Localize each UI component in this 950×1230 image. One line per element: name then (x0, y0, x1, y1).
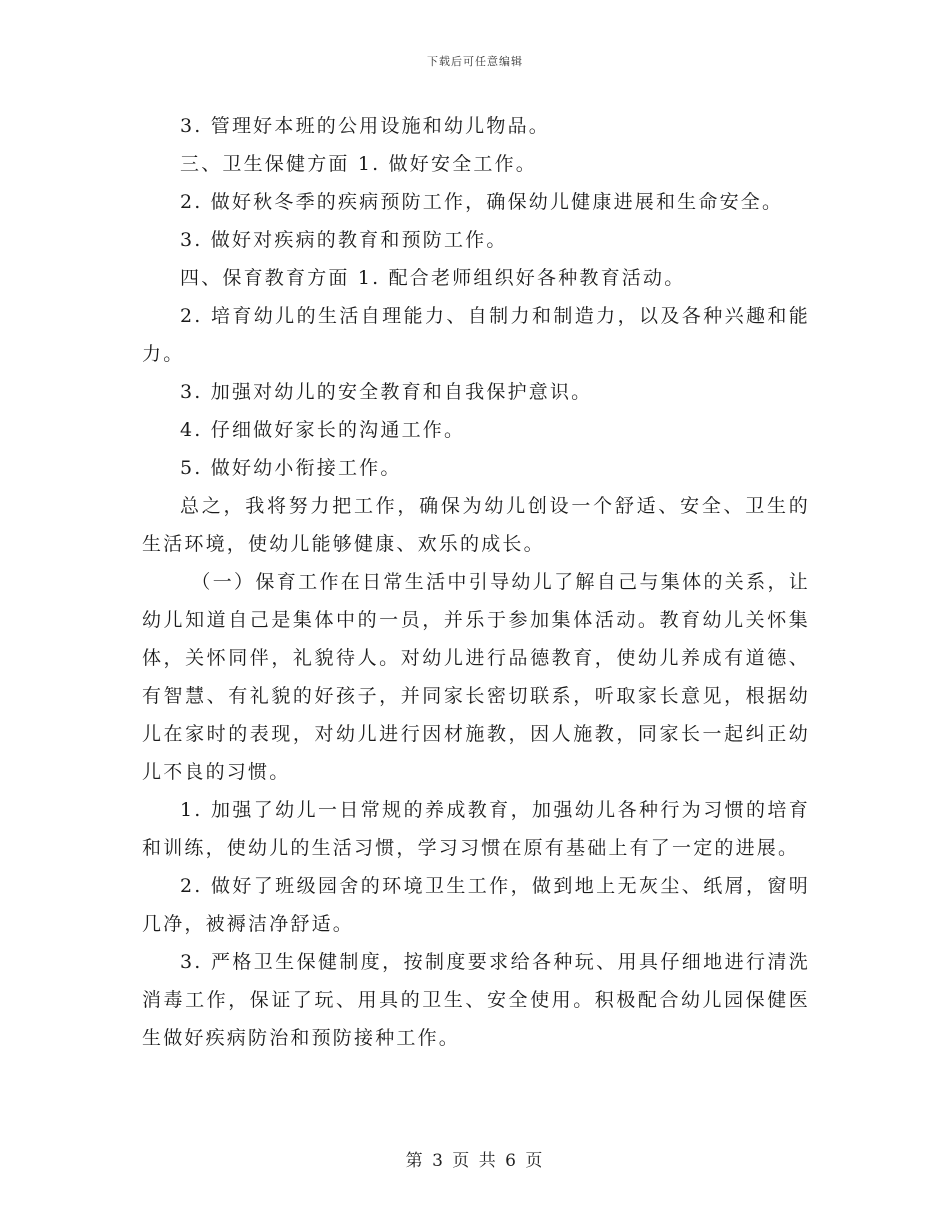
paragraph: 4. 仔细做好家长的沟通工作。 (180, 419, 466, 441)
paragraph: （一）保育工作在日常生活中引导幼儿了解自己与集体的关系，让幼儿知道自己是集体中的一员，并乐于参加集体活动。教育幼儿关怀集体，关怀同伴，礼貌待人。对幼儿进行品德教育，使幼儿养成有道德、有智慧、有礼貌的好孩子，并同家长密切联系，听取家长意见，根据幼儿在家时的表现，对幼儿进行因材施教，因人施教，同家长一起纠正幼儿不良的习惯。 (142, 571, 810, 783)
paragraph: 3. 做好对疾病的教育和预防工作。 (180, 229, 508, 251)
document-body (142, 107, 810, 1057)
paragraph: 2. 做好了班级园舍的环境卫生工作，做到地上无灰尘、纸屑，窗明几净，被褥洁净舒适。 (142, 875, 810, 935)
paragraph: 2. 做好秋冬季的疾病预防工作，确保幼儿健康进展和生命安全。 (180, 191, 784, 213)
page-header: 下载后可任意编辑 (427, 55, 523, 68)
paragraph: 2. 培育幼儿的生活自理能力、自制力和制造力，以及各种兴趣和能力。 (142, 305, 810, 365)
paragraph: 5. 做好幼小衔接工作。 (180, 457, 402, 479)
paragraph: 3. 严格卫生保健制度，按制度要求给各种玩、用具仔细地进行清洗消毒工作，保证了玩、用具的卫生、安全使用。积极配合幼儿园保健医生做好疾病防治和预防接种工作。 (142, 951, 810, 1049)
paragraph: 四、保育教育方面 1. 配合老师组织好各种教育活动。 (180, 267, 686, 289)
paragraph: 3. 加强对幼儿的安全教育和自我保护意识。 (180, 381, 593, 403)
paragraph: 1. 加强了幼儿一日常规的养成教育，加强幼儿各种行为习惯的培育和训练，使幼儿的生活习惯，学习习惯在原有基础上有了一定的进展。 (142, 799, 810, 859)
paragraph: 三、卫生保健方面 1. 做好安全工作。 (180, 153, 538, 175)
paragraph: 总之，我将努力把工作，确保为幼儿创设一个舒适、安全、卫生的生活环境，使幼儿能够健康、欢乐的成长。 (142, 495, 810, 555)
paragraph: 3. 管理好本班的公用设施和幼儿物品。 (180, 115, 550, 137)
page-footer: 第 3 页 共 6 页 (405, 1151, 545, 1171)
